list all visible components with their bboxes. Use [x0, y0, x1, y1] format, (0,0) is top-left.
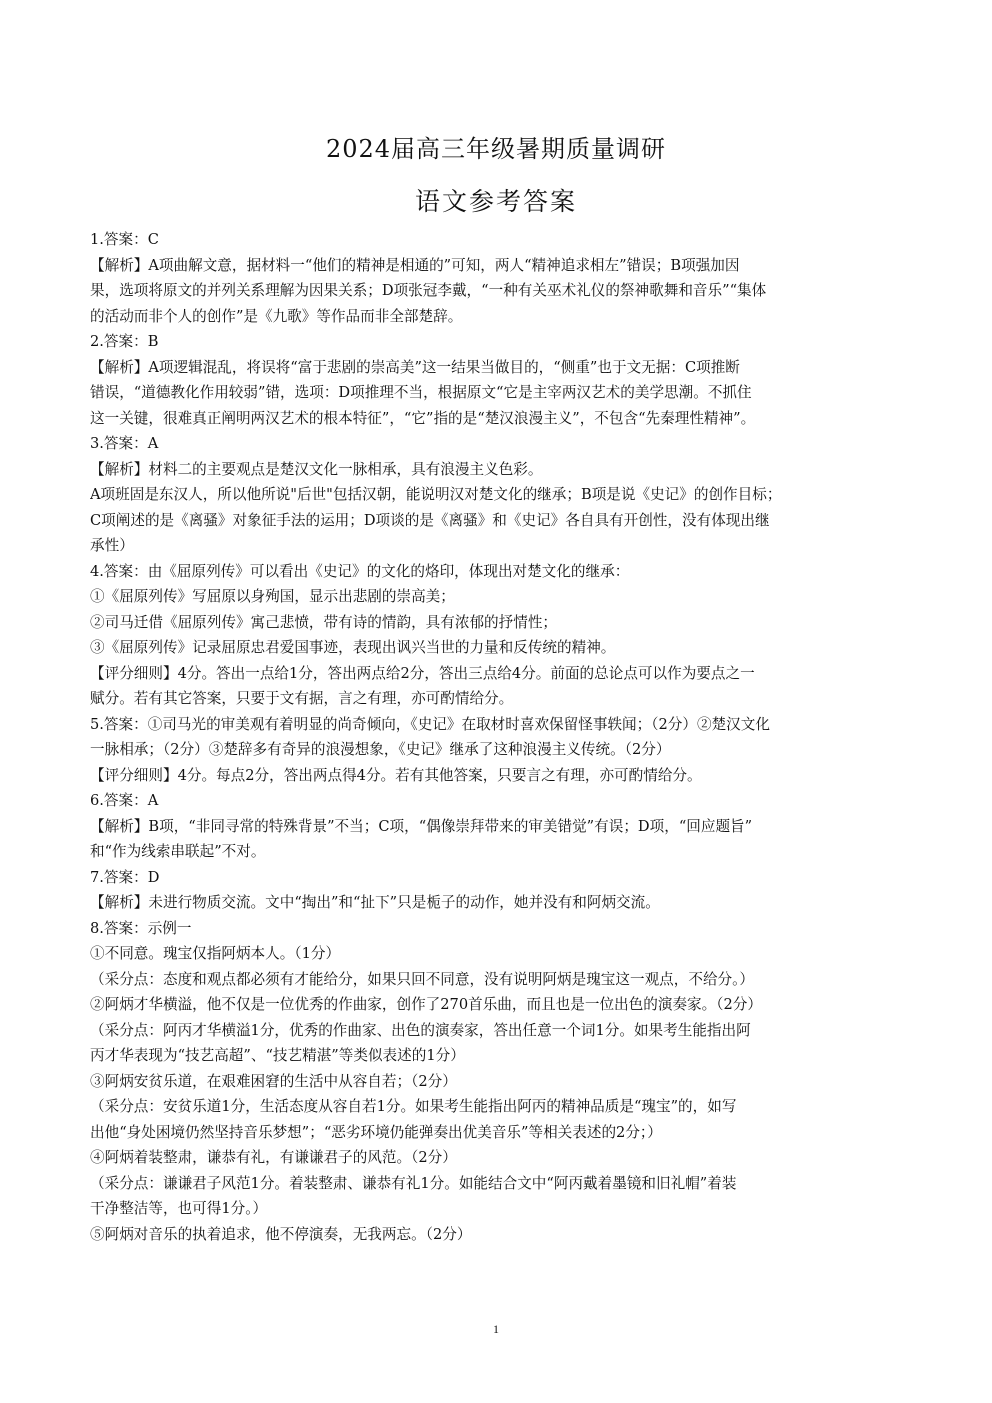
text-line: 【解析】材料二的主要观点是楚汉文化一脉相承，具有浪漫主义色彩。 — [90, 460, 543, 478]
text-line: 错误，“道德教化作用较弱”错，选项：D项推理不当，根据原文“它是主宰两汉艺术的美学思潮。不抓住 — [90, 384, 752, 401]
text-line: 8.答案：示例一 — [90, 919, 192, 937]
text-line: 丙才华表现为“技艺高超”、“技艺精湛”等类似表述的1分） — [90, 1047, 465, 1064]
text-line: 4.答案：由《屈原列传》可以看出《史记》的文化的烙印，体现出对楚文化的继承： — [90, 562, 630, 580]
text-line: 1.答案：C — [90, 231, 159, 248]
text-line: （采分点：态度和观点都必须有才能给分，如果只回不同意，没有说明阿炳是瑰宝这一观点，不给分。） — [90, 970, 755, 988]
text-line: 【解析】A项曲解文意，据材料一“他们的精神是相通的”可知，两人“精神追求相左”错误；B项强加因 — [90, 256, 740, 274]
text-line: ④阿炳着装整肃，谦恭有礼，有谦谦君子的风范。（2分） — [90, 1149, 457, 1166]
text-line: ③阿炳安贫乐道，在艰难困窘的生活中从容自若；（2分） — [90, 1072, 457, 1090]
text-line: ②阿炳才华横溢，他不仅是一位优秀的作曲家，创作了270首乐曲，而且也是一位出色的演奏家。（2分） — [90, 996, 762, 1013]
text-line: （采分点：谦谦君子风范1分。着装整肃、谦恭有礼1分。如能结合文中“阿丙戴着墨镜和旧礼帽”着装 — [90, 1174, 737, 1192]
text-line: ⑤阿炳对音乐的执着追求，他不停演奏，无我两忘。（2分） — [90, 1225, 472, 1243]
text-line: 出他“身处困境仍然坚持音乐梦想”；“恶劣环境仍能弹奏出优美音乐”等相关表述的2分；） — [90, 1123, 662, 1141]
text-line: 【解析】B项，“非同寻常的特殊背景”不当；C项，“偶像崇拜带来的审美错觉”有误；D项，“回应题旨” — [90, 817, 753, 835]
text-line: 【评分细则】4分。每点2分，答出两点得4分。若有其他答案，只要言之有理，亦可酌情给分。 — [90, 766, 702, 784]
text-line: 这一关键，很难真正阐明两汉艺术的根本特征”，“它”指的是“楚汉浪漫主义”，不包含“先秦理性精神”。 — [90, 409, 756, 427]
text-line: 和“作为线索串联起”不对。 — [90, 843, 266, 860]
text-line: 赋分。若有其它答案，只要于文有据，言之有理，亦可酌情给分。 — [90, 690, 514, 707]
text-line: 2.答案：B — [90, 333, 159, 350]
text-line: 3.答案：A — [90, 435, 159, 452]
text-line: ②司马迁借《屈原列传》寓己悲愤，带有诗的情韵，具有浓郁的抒情性； — [90, 613, 558, 631]
text-line: （采分点：阿丙才华横溢1分，优秀的作曲家、出色的演奏家，答出任意一个词1分。如果考生能指出阿 — [90, 1021, 751, 1039]
text-line: 【评分细则】4分。答出一点给1分，答出两点给2分，答出三点给4分。前面的总论点可以作为要点之一 — [90, 664, 755, 682]
text-line: 【解析】未进行物质交流。文中“掏出”和“扯下”只是栀子的动作，她并没有和阿炳交流。 — [90, 894, 660, 911]
document-subtitle: 语文参考答案 — [414, 187, 577, 216]
text-line: 果，选项将原文的并列关系理解为因果关系；D项张冠李戴，“一种有关巫术礼仪的祭神歌舞和音乐”“集体 — [90, 282, 767, 299]
text-line: ①《屈原列传》写屈原以身殉国，显示出悲剧的崇高美； — [90, 588, 455, 605]
text-line: 【解析】A项逻辑混乱，将误将“富于悲剧的崇高美”这一结果当做目的，“侧重”也于文无据：C项推断 — [90, 358, 740, 376]
document-title: 2024届高三年级暑期质量调研 — [325, 135, 667, 163]
text-line: 干净整洁等，也可得1分。） — [90, 1200, 268, 1217]
text-line: 5.答案：①司马光的审美观有着明显的尚奇倾向，《史记》在取材时喜欢保留怪事轶闻；（2分）②楚汉文化 — [90, 715, 770, 733]
text-line: 承性） — [90, 537, 134, 554]
text-line: C项阐述的是《离骚》对象征手法的运用；D项谈的是《离骚》和《史记》各自具有开创性，没有体现出继 — [90, 511, 770, 529]
text-line: A项班固是东汉人，所以他所说"后世"包括汉朝，能说明汉对楚文化的继承；B项是说《史记》的创作目标； — [90, 486, 782, 503]
text-line: 7.答案：D — [90, 868, 160, 886]
page-number: 1 — [493, 1322, 499, 1336]
text-line: 的活动而非个人的创作”是《九歌》等作品而非全部楚辞。 — [90, 307, 463, 325]
text-line: ③《屈原列传》记录屈原忠君爱国事迹，表现出讽兴当世的力量和反传统的精神。 — [90, 639, 616, 656]
text-line: 一脉相承；（2分）③楚辞多有奇异的浪漫想象，《史记》继承了这种浪漫主义传统。（2分） — [90, 741, 671, 758]
text-line: ①不同意。瑰宝仅指阿炳本人。（1分） — [90, 945, 341, 962]
text-line: 6.答案：A — [90, 792, 159, 809]
text-line: （采分点：安贫乐道1分，生活态度从容自若1分。如果考生能指出阿丙的精神品质是“瑰宝”的，如写 — [90, 1098, 737, 1115]
answer-content — [90, 227, 902, 1247]
